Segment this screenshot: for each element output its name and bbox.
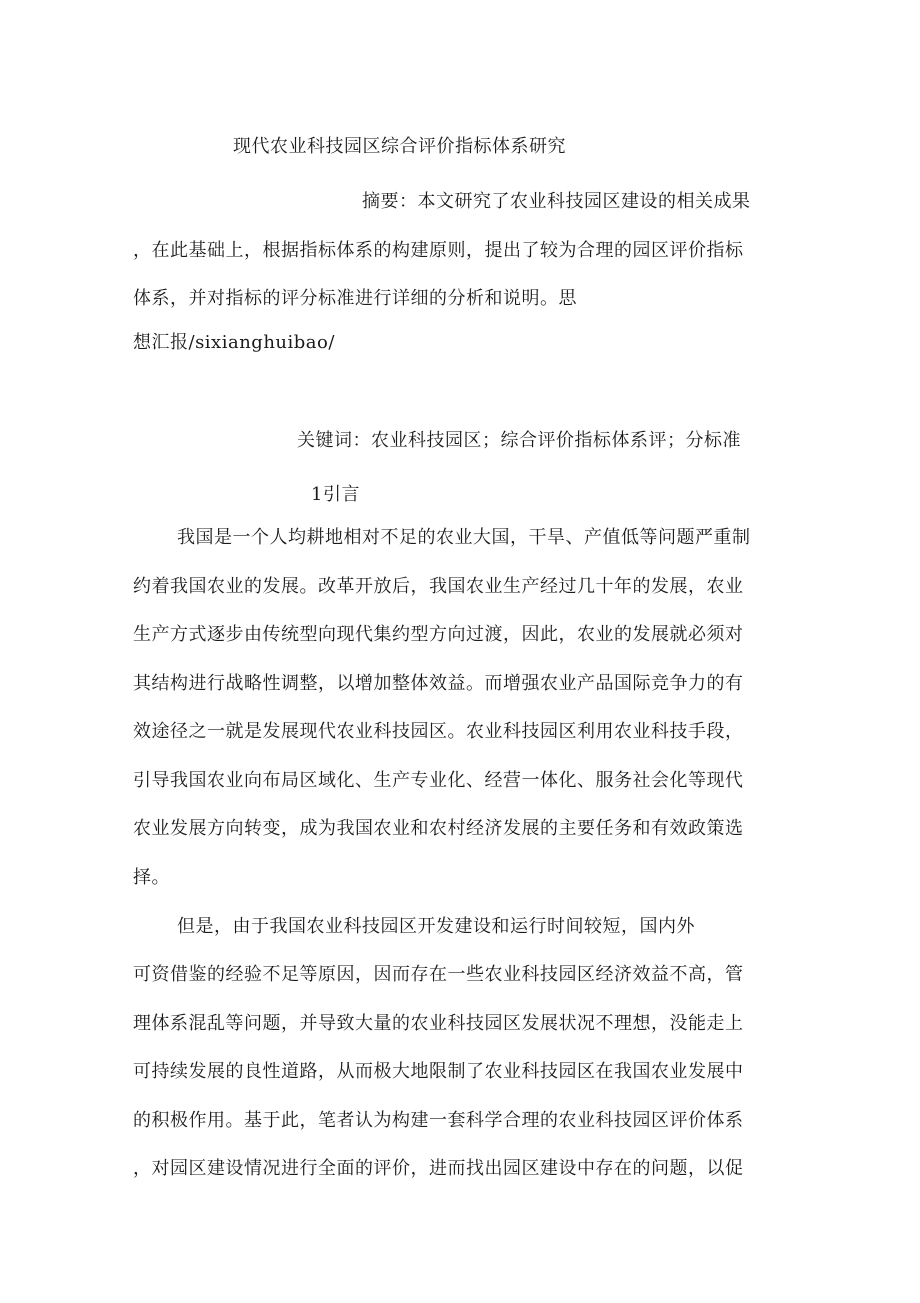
- abstract-line: 摘要：本文研究了农业科技园区建设的相关成果: [362, 191, 751, 212]
- abstract-line: ，在此基础上，根据指标体系的构建原则，提出了较为合理的园区评价指标: [133, 240, 744, 261]
- paragraph-line: 可持续发展的良性道路，从而极大地限制了农业科技园区在我国农业发展中: [133, 1061, 744, 1082]
- paragraph-line: 可资借鉴的经验不足等原因，因而存在一些农业科技园区经济效益不高，管: [133, 964, 744, 985]
- paragraph-line: 农业发展方向转变，成为我国农业和农村经济发展的主要任务和有效政策选: [133, 818, 744, 839]
- paragraph-line: 但是，由于我国农业科技园区开发建设和运行时间较短，国内外: [177, 916, 695, 937]
- paragraph-line: 效途径之一就是发展现代农业科技园区。农业科技园区利用农业科技手段，: [133, 721, 744, 742]
- paragraph-line: 约着我国农业的发展。改革开放后，我国农业生产经过几十年的发展，农业: [133, 576, 744, 597]
- document-title: 现代农业科技园区综合评价指标体系研究: [233, 136, 566, 157]
- paragraph-line: 的积极作用。基于此，笔者认为构建一套科学合理的农业科技园区评价体系: [133, 1110, 744, 1131]
- paragraph-line: 生产方式逐步由传统型向现代集约型方向过渡，因此，农业的发展就必须对: [133, 624, 744, 645]
- paragraph-line: 择。: [133, 867, 170, 888]
- abstract-line: 体系，并对指标的评分标准进行详细的分析和说明。思: [133, 288, 577, 309]
- keywords: 关键词：农业科技园区；综合评价指标体系评；分标准: [297, 430, 741, 451]
- paragraph-line: 其结构进行战略性调整，以增加整体效益。而增强农业产品国际竞争力的有: [133, 673, 744, 694]
- paragraph-line: 理体系混乱等问题，并导致大量的农业科技园区发展状况不理想，没能走上: [133, 1013, 744, 1034]
- section-heading: 1引言: [311, 484, 360, 505]
- abstract-line: 想汇报/sixianghuibao/: [133, 332, 335, 353]
- paragraph-line: 引导我国农业向布局区域化、生产专业化、经营一体化、服务社会化等现代: [133, 770, 744, 791]
- paragraph-line: ，对园区建设情况进行全面的评价，进而找出园区建设中存在的问题，以促: [133, 1158, 744, 1179]
- paragraph-line: 我国是一个人均耕地相对不足的农业大国，干旱、产值低等问题严重制: [177, 527, 751, 548]
